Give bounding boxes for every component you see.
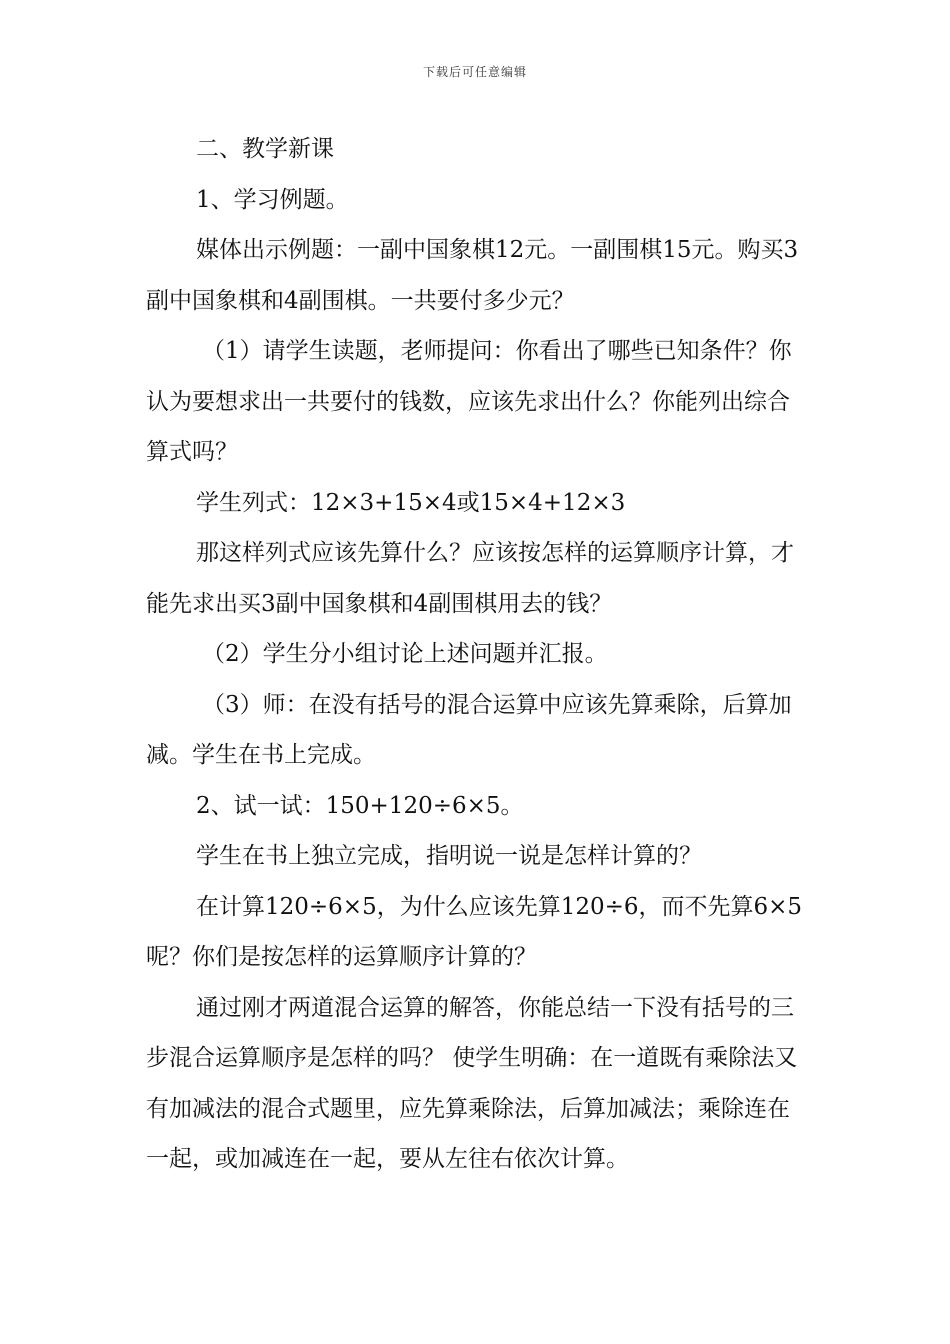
try-it-heading: 2、试一试：150+120÷6×5。 bbox=[196, 792, 524, 819]
step-1-paragraph: （1）请学生读题，老师提问：你看出了哪些已知条件？你认为要想求出一共要付的钱数，应该先求出什么？你能列出综合算式吗？ bbox=[146, 338, 792, 465]
page-header: 下载后可任意编辑 bbox=[422, 65, 527, 79]
example-problem: 媒体出示例题：一副中国象棋12元。一副围棋15元。购买3副中国象棋和4副围棋。一共要付多少元？ bbox=[146, 237, 799, 314]
order-question: 那这样列式应该先算什么？应该按怎样的运算顺序计算，才能先求出买3副中国象棋和4副围棋用去的钱？ bbox=[146, 540, 794, 617]
independent-work: 学生在书上独立完成，指明说一说是怎样计算的？ bbox=[196, 843, 702, 869]
student-formula: 学生列式：12×3+15×4或15×4+12×3 bbox=[196, 489, 626, 516]
summary-paragraph: 通过刚才两道混合运算的解答，你能总结一下没有括号的三步混合运算顺序是怎样的吗？ 使学生明确：在一道既有乘除法又有加减法的混合式题里，应先算乘除法，后算加减法；乘除连在一起，或加减连在一起，要从左往右依次计算。 bbox=[146, 994, 798, 1172]
step-3-paragraph: （3）师：在没有括号的混合运算中应该先算乘除，后算加减。学生在书上完成。 bbox=[146, 691, 792, 768]
subsection-heading: 1、学习例题。 bbox=[196, 186, 349, 213]
step-2-paragraph: （2）学生分小组讨论上述问题并汇报。 bbox=[202, 641, 608, 667]
document-body bbox=[146, 124, 810, 1185]
section-heading: 二、教学新课 bbox=[196, 136, 334, 162]
calculation-question: 在计算120÷6×5，为什么应该先算120÷6，而不先算6×5呢？你们是按怎样的运算顺序计算的？ bbox=[146, 893, 803, 970]
